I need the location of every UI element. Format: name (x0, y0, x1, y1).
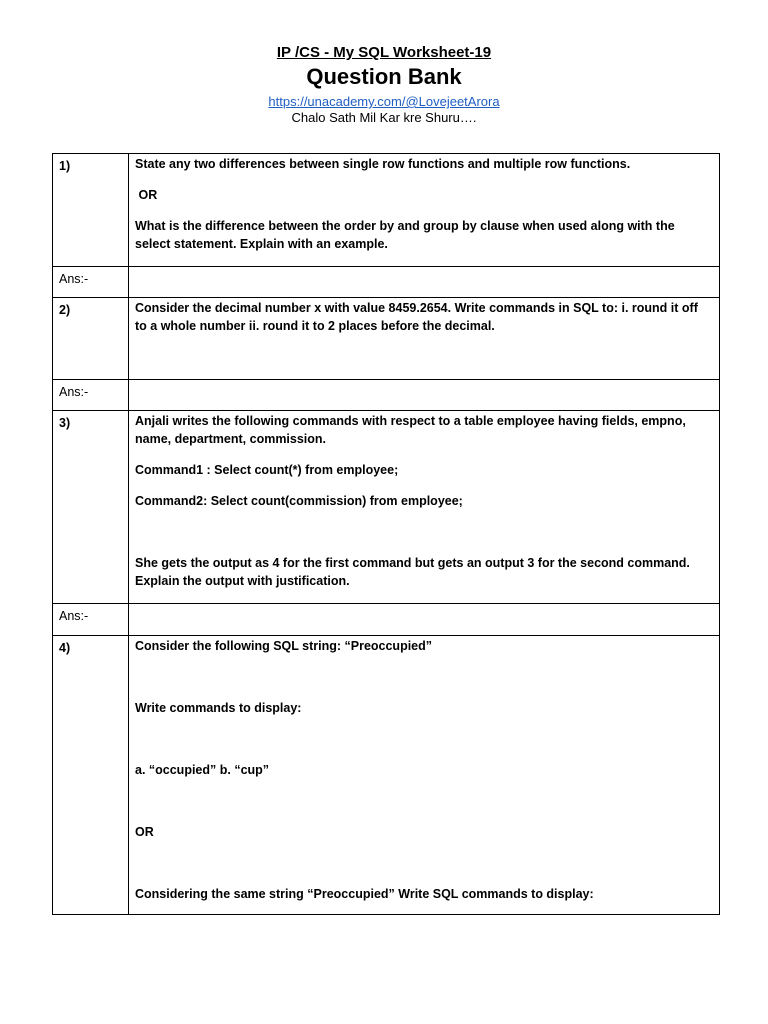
answer-label: Ans:- (53, 380, 129, 411)
question-number-cell (53, 636, 129, 915)
question-paragraph: Consider the decimal number x with value 8459.2654. Write commands in SQL to: i. round it off to a whole number ii. round it to 2 places before the decimal. (135, 301, 698, 333)
answer-row (53, 604, 720, 636)
question-paragraph: OR (135, 825, 154, 839)
question-number: 4) (59, 641, 71, 655)
question-paragraph: Command1 : Select count(*) from employee; (135, 463, 399, 477)
worksheet-title: IP /CS - My SQL Worksheet-19 (276, 44, 492, 61)
question-paragraph: a. “occupied” b. “cup” (135, 763, 270, 777)
question-text-cell (129, 636, 720, 915)
question-text-cell (129, 154, 720, 267)
question-number-cell (53, 298, 129, 380)
answer-cell[interactable] (129, 267, 720, 298)
question-number-cell (53, 154, 129, 267)
question-paragraph: Considering the same string “Preoccupied” Write SQL commands to display: (135, 887, 594, 901)
question-paragraph: Anjali writes the following commands with respect to a table employee having fields, empno, name, department, commission. (135, 414, 686, 446)
question-number: 3) (59, 416, 71, 430)
question-text-cell (129, 411, 720, 604)
page-title: Question Bank (306, 64, 462, 89)
answer-row (53, 267, 720, 298)
question-text-cell (129, 298, 720, 380)
question-paragraph: Command2: Select count(commission) from employee; (135, 494, 463, 508)
question-row (53, 154, 720, 267)
answer-cell[interactable] (129, 604, 720, 636)
question-paragraph: Write commands to display: (135, 701, 302, 715)
question-paragraph: She gets the output as 4 for the first command but gets an output 3 for the second command. Explain the output with justification. (135, 556, 690, 588)
question-row (53, 411, 720, 604)
question-paragraph: OR (135, 188, 158, 202)
answer-label: Ans:- (53, 267, 129, 298)
answer-cell[interactable] (129, 380, 720, 411)
answer-row (53, 380, 720, 411)
motto-text: Chalo Sath Mil Kar kre Shuru…. (291, 110, 477, 125)
profile-link[interactable]: https://unacademy.com/@LovejeetArora (268, 94, 500, 109)
question-row (53, 298, 720, 380)
question-row (53, 636, 720, 915)
question-number: 1) (59, 159, 71, 173)
question-table (52, 153, 720, 915)
question-paragraph: What is the difference between the order by and group by clause when used along with the select statement. Explain with an example. (135, 219, 675, 251)
answer-label: Ans:- (53, 604, 129, 636)
question-paragraph: State any two differences between single row functions and multiple row functions. (135, 157, 631, 171)
question-paragraph: Consider the following SQL string: “Preoccupied” (135, 639, 433, 653)
question-number-cell (53, 411, 129, 604)
question-number: 2) (59, 303, 71, 317)
